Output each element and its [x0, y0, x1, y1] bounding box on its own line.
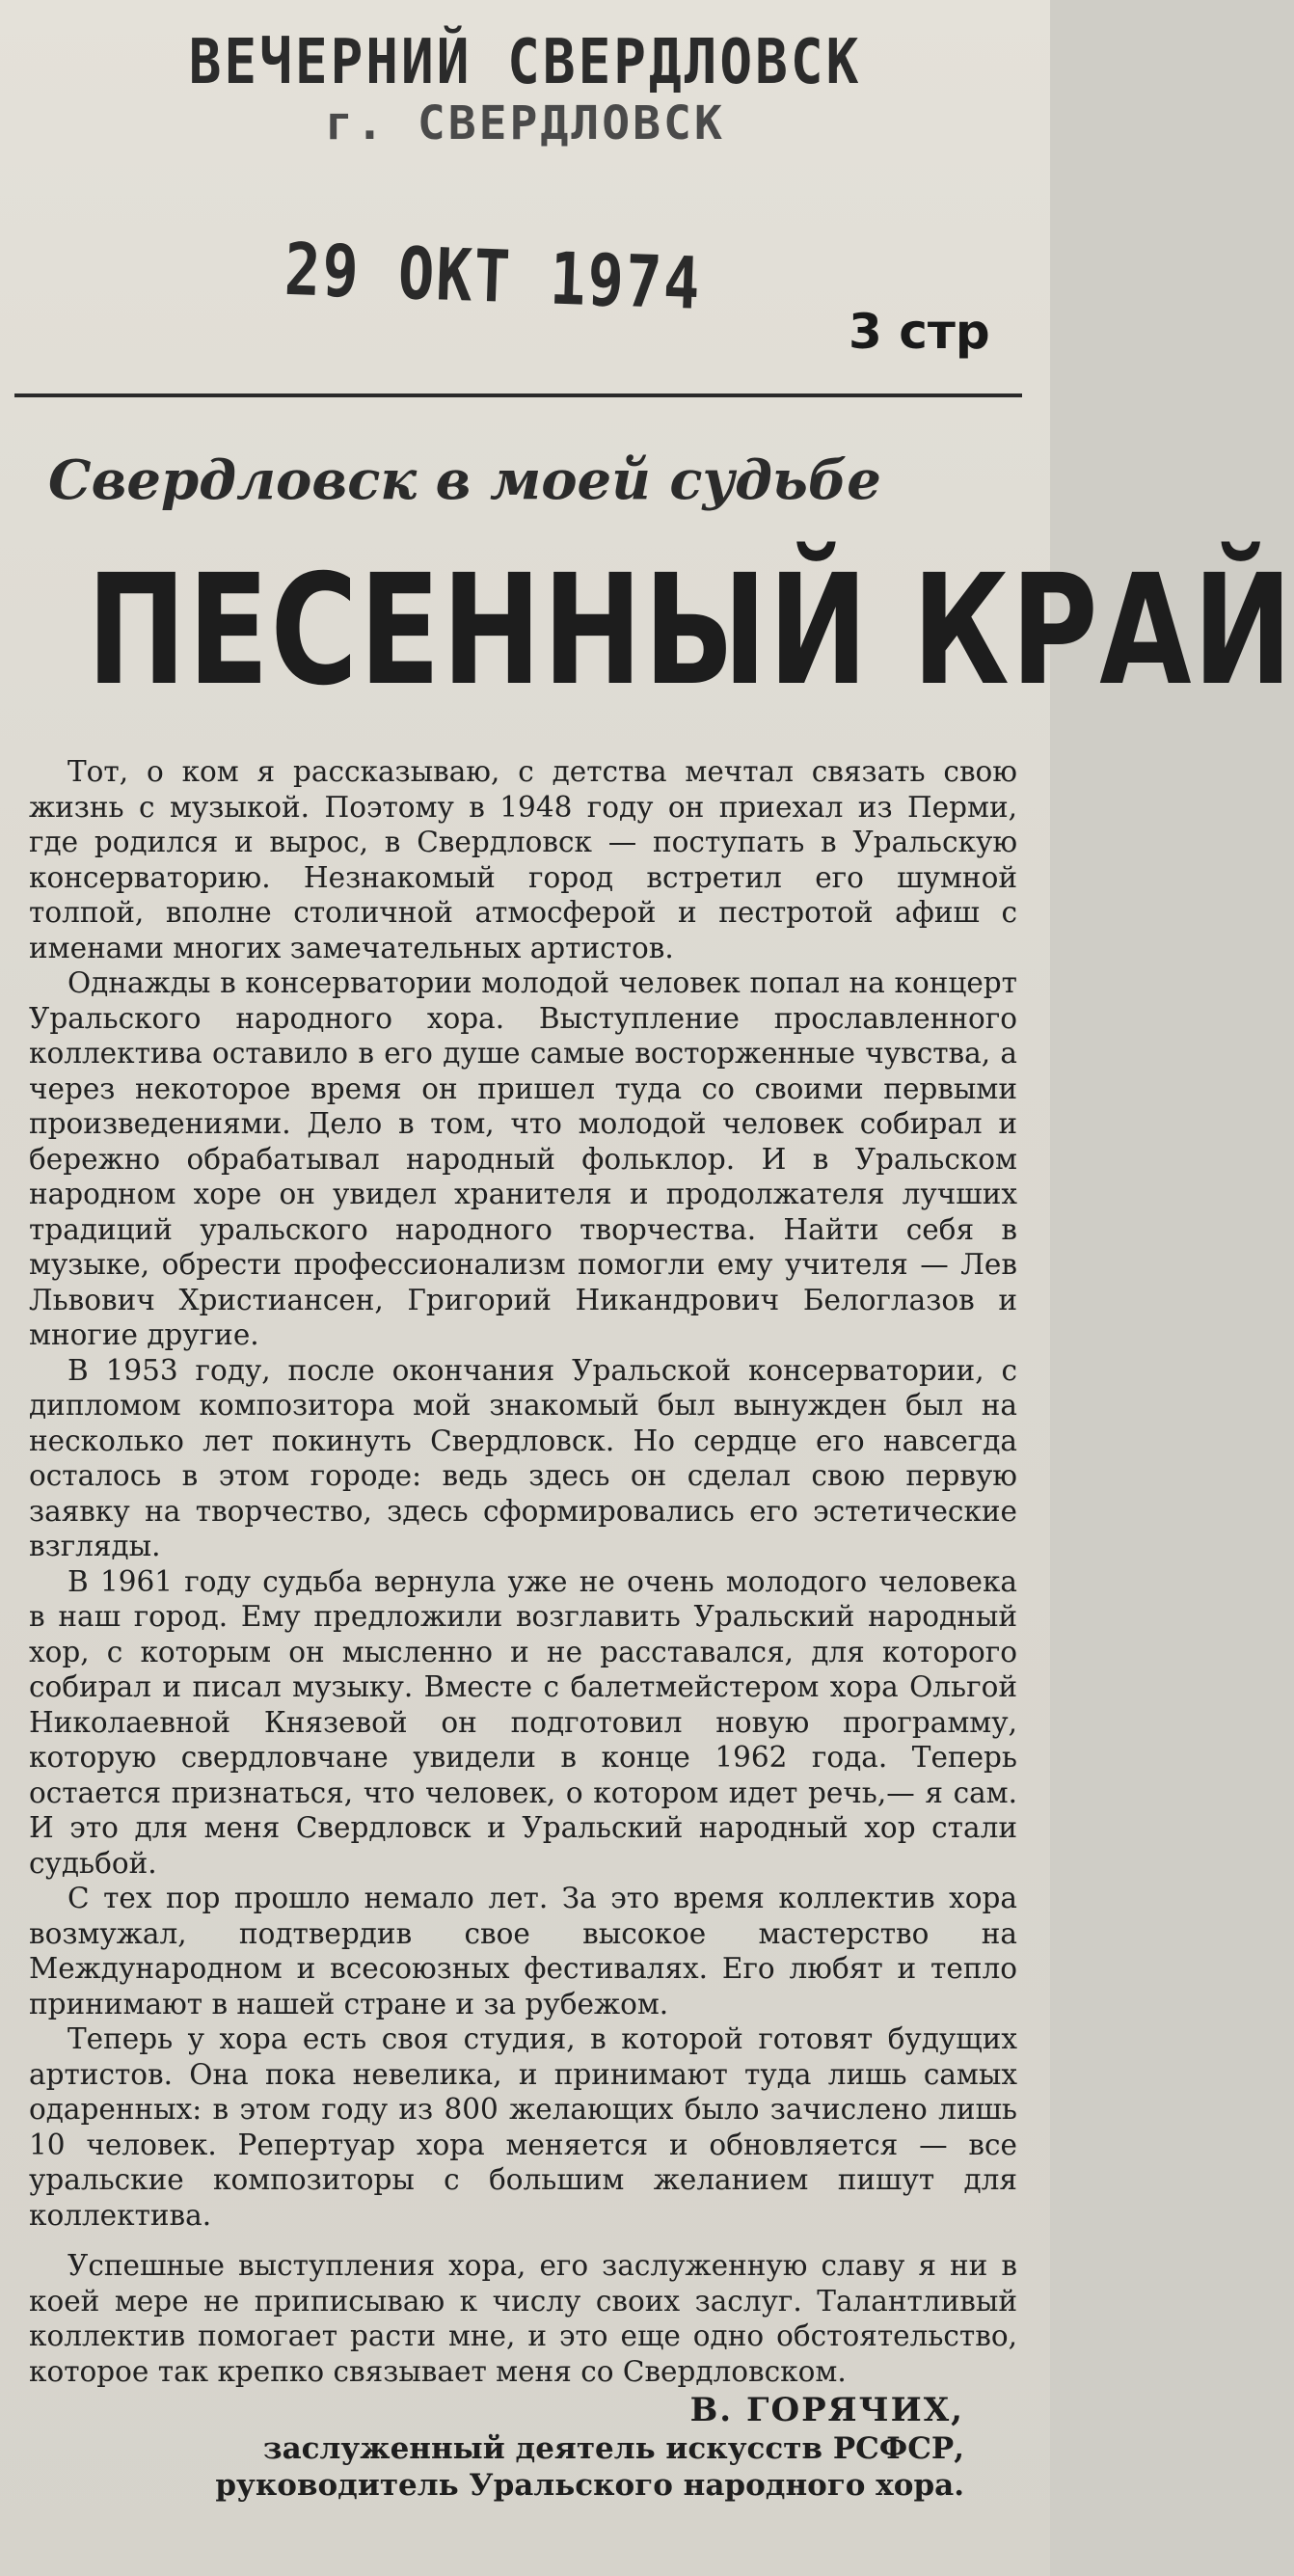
header-divider — [14, 393, 1022, 397]
article-paragraph: С тех пор прошло немало лет. За это время коллектив хора возмужал, подтвердив свое высокое мастерство на Международном и всесоюзных фестивалях. Его любят и тепло принимают в нашей стране и за рубежом. — [29, 1882, 1017, 2020]
article-body — [29, 754, 1017, 2389]
newspaper-stamp-title: ВЕЧЕРНИЙ СВЕРДЛОВСК — [188, 26, 862, 98]
article-paragraph: В 1961 году судьба вернула уже не очень молодого человека в наш город. Ему предложили возглавить Уральский народный хор, с которым он мысленно и не расставался, для которого собирал и писал музыку. Вместе с балетмейстером хора Ольгой Николаевной Князевой он подготовил новую программу, которую свердловчане увидели в конце 1962 года. Теперь остается признаться, что человек, о котором идет речь,— я сам. И это для меня Свердловск и Уральский народный хор стали судьбой. — [29, 1564, 1017, 1880]
author-name: В. ГОРЯЧИХ, — [689, 2391, 964, 2429]
article-paragraph: В 1953 году, после окончания Уральской консерватории, с дипломом композитора мой знакомый был вынужден был на несколько лет покинуть Свердловск. Но сердце его навсегда осталось в этом городе: ведь здесь он сделал свою первую заявку на творчество, здесь сформировались его эстетические взгляды. — [29, 1353, 1017, 1562]
author-signature — [0, 2390, 964, 2504]
article-paragraph: Однажды в консерватории молодой человек попал на концерт Уральского народного хора. Выступление прославленного коллектива оставило в его душе самые восторженные чувства, а через некоторое время он пришел туда со своими первыми произведениями. Дело в том, что молодой человек собирал и бережно обрабатывал народный фольклор. И в Уральском народном хоре он увидел хранителя и продолжателя лучших традиций уральского народного творчества. Найти себя в музыке, обрести профессионализм помогли ему учителя — Лев Львович Христиансен, Григорий Никандрович Белоглазов и многие другие. — [29, 966, 1017, 1351]
article-headline: ПЕСЕННЫЙ КРАЙ — [87, 542, 1294, 719]
publication-date: 29 ОКТ 1974 — [283, 227, 704, 326]
article-paragraph: Успешные выступления хора, его заслуженную славу я ни в коей мере не приписываю к числу своих заслуг. Талантливый коллектив помогает расти мне, и это еще одно обстоятельство, которое так крепко связывает меня со Свердловском. — [29, 2249, 1017, 2388]
article-kicker: Свердловск в моей судьбе — [48, 448, 881, 512]
author-title: заслуженный деятель искусств РСФСР, — [262, 2431, 964, 2466]
author-position: руководитель Уральского народного хора. — [215, 2468, 964, 2503]
newspaper-stamp-city: г. СВЕРДЛОВСК — [325, 96, 725, 150]
page-number: 3 стр — [849, 304, 990, 360]
article-paragraph: Теперь у хора есть своя студия, в которой готовят будущих артистов. Она пока невелика, и принимают туда лишь самых одаренных: в этом году из 800 желающих было зачислено лишь 10 человек. Репертуар хора меняется и обновляется — все уральские композиторы с большим желанием пишут для коллектива. — [29, 2022, 1017, 2232]
article-paragraph: Тот, о ком я рассказываю, с детства мечтал связать свою жизнь с музыкой. Поэтому в 1948 году он приехал из Перми, где родился и вырос, в Свердловск — поступать в Уральскую консерваторию. Незнакомый город встретил его шумной толпой, вполне столичной атмосферой и пестротой афиш с именами многих замечательных артистов. — [29, 755, 1017, 964]
